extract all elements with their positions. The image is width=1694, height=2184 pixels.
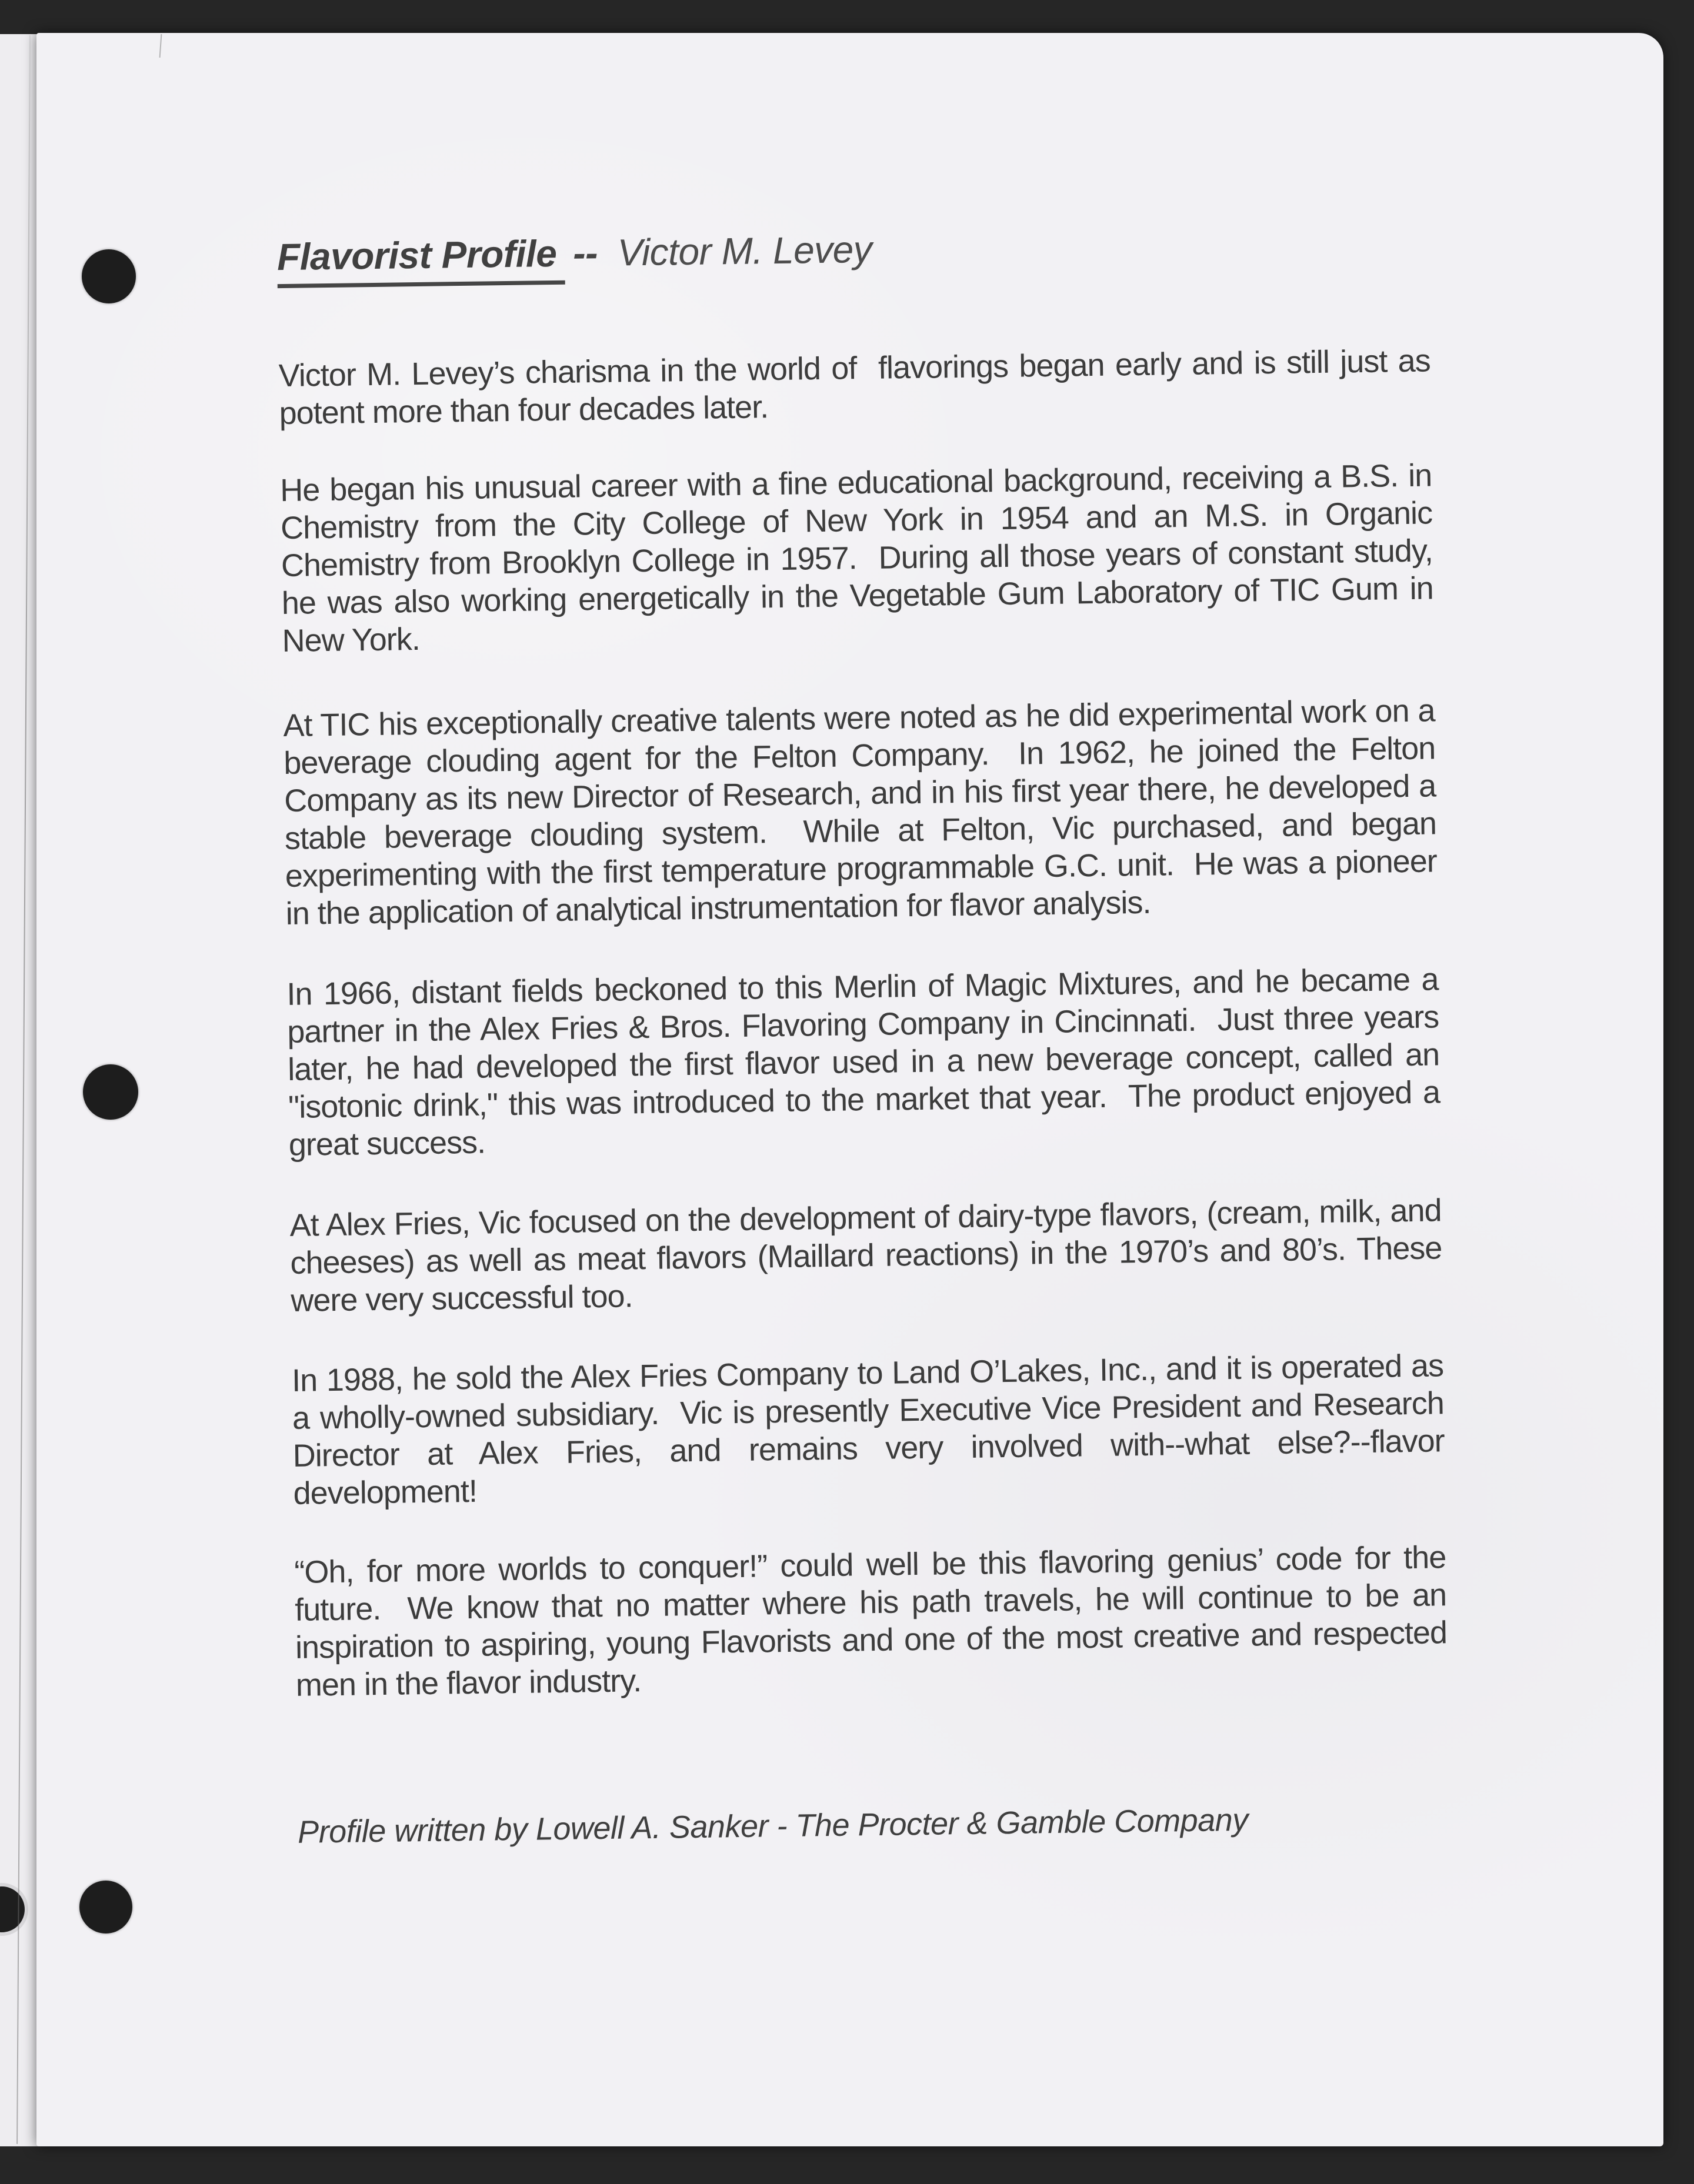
- paragraph: “Oh, for more worlds to conquer!” could well be this flavoring genius’ code for the future. We know that no matter where his path travels, he will continue to be an inspiration to aspiring, young Flavorists and one of the most creative and respected men in the flavor industry.: [294, 1540, 1456, 1703]
- title-main: Flavorist Profile: [277, 232, 565, 288]
- paragraph: He began his unusual career with a fine educational background, receiving a B.S. in Chemistry from the City College of New York in 1954 and an M.S. in Organic Chemistry from Brooklyn College in 1957. During all those years of constant study, he was also working energetically in the Vegetable Gum Laboratory of TIC Gum in New York.: [279, 457, 1442, 659]
- title-separator: --: [572, 231, 598, 275]
- paragraph: In 1966, distant fields beckoned to this Merlin of Magic Mixtures, and he became a partner in the Alex Fries & Bros. Flavoring Company in Cincinnati. Just three years later, he had developed the first flavor used in a new beverage concept, called an "isotonic drink," this was introduced to the market that year. The product enjoyed a great success.: [286, 961, 1449, 1163]
- byline: Profile written by Lowell A. Sanker - The Procter & Gamble Company: [297, 1802, 1249, 1850]
- title-subject: Victor M. Levey: [617, 228, 872, 274]
- paragraph: At Alex Fries, Vic focused on the development of dairy-type flavors, (cream, milk, and cheeses) as well as meat flavors (Maillard reactions) in the 1970’s and 80’s. These were very successful too.: [289, 1193, 1450, 1318]
- paragraph: At TIC his exceptionally creative talents were noted as he did experimental work on a beverage clouding agent for the Felton Company. In 1962, he joined the Felton Company as its new Director of Research, and in his first year there, he developed a stable beverage clouding system. While at Felton, Vic purchased, and began experimenting with the first temperature programmable G.C. unit. He was a pioneer in the application of analytical instrumentation for flavor analysis.: [283, 693, 1446, 932]
- document-title: [277, 228, 872, 279]
- paragraph: In 1988, he sold the Alex Fries Company to Land O’Lakes, Inc., and it is operated as a wholly-owned subsidiary. Vic is presently Executive Vice President and Research Director at Alex Fries, and remains very involved with--what else?--flavor development!: [291, 1348, 1453, 1511]
- paragraph: Victor M. Levey’s charisma in the world of flavorings began early and is still just as potent more than four decades later.: [278, 343, 1439, 432]
